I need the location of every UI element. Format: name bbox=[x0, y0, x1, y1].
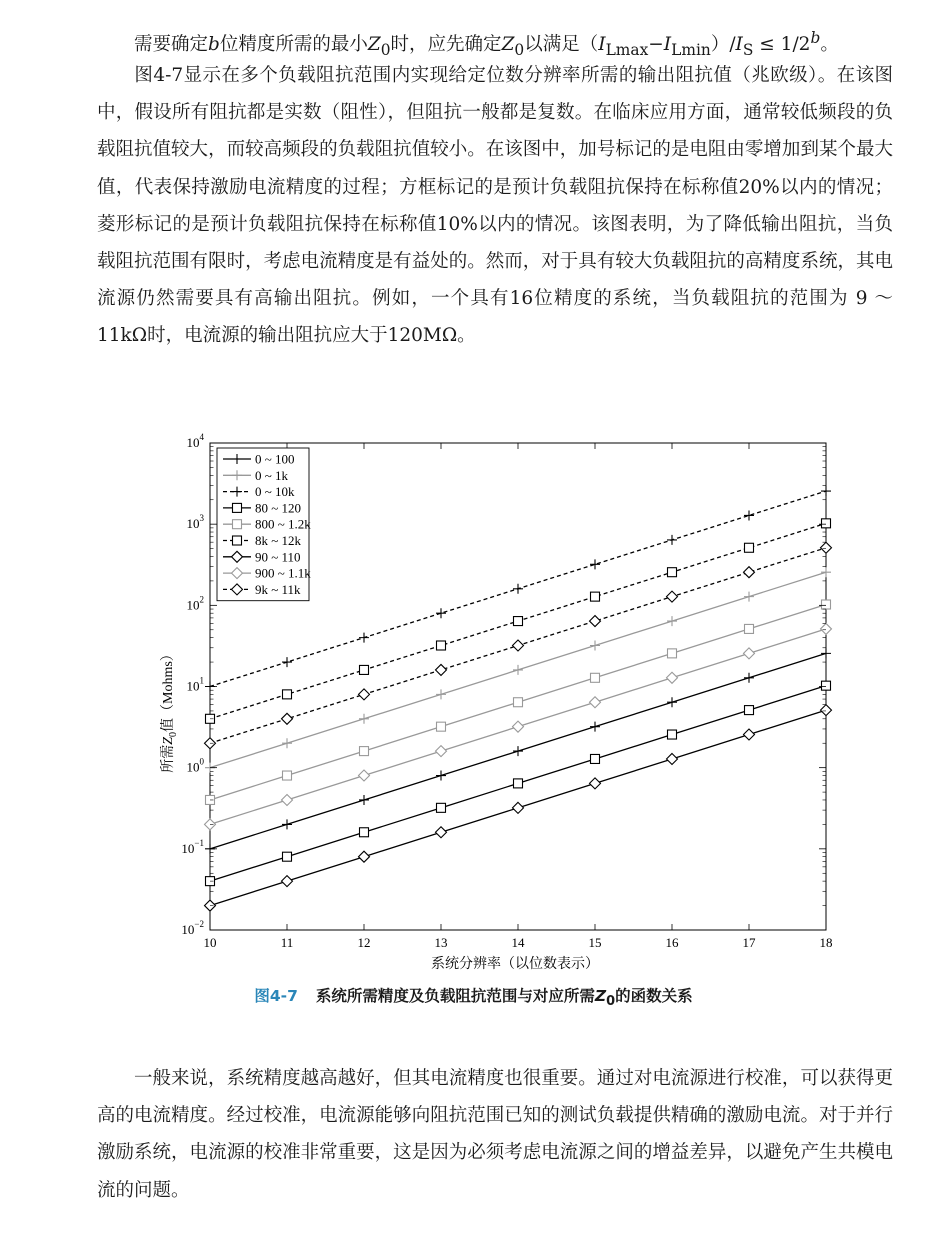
data-point bbox=[668, 730, 677, 739]
x-tick-label: 14 bbox=[511, 935, 525, 950]
p1-var-i2: I bbox=[663, 34, 672, 56]
log-line-chart bbox=[150, 428, 840, 978]
figure-4-7 bbox=[150, 428, 840, 978]
data-point bbox=[744, 648, 755, 659]
series-6 bbox=[205, 705, 832, 911]
caption-number: 图4-7 bbox=[254, 987, 298, 1005]
data-point bbox=[436, 771, 446, 781]
caption-text-a: 系统所需精度及负载阻抗范围与对应所需 bbox=[315, 987, 595, 1005]
y-tick-exp: 4 bbox=[199, 432, 204, 442]
p1-sub-0b: 0 bbox=[514, 40, 525, 59]
data-point bbox=[282, 713, 293, 724]
p1-sub-s: S bbox=[742, 40, 754, 59]
p3-text: 一般来说，系统精度越高越好，但其电流精度也很重要。通过对电流源进行校准，可以获得更高的电流精度。经过校准，电流源能够向阻抗范围已知的测试负载提供精确的激励电流。对于并行激励系统，电流源的校准非常重要，这是因为必须考虑电流源之间的增益差异，以避免产生共模电流的问题。 bbox=[97, 1068, 893, 1201]
data-point bbox=[513, 802, 524, 813]
data-point bbox=[590, 778, 601, 789]
data-point bbox=[282, 876, 293, 887]
data-point bbox=[359, 633, 369, 643]
y-axis-label-sub: 0 bbox=[168, 732, 179, 737]
x-tick-label: 18 bbox=[819, 935, 833, 950]
x-tick-label: 17 bbox=[742, 935, 756, 950]
data-point bbox=[744, 567, 755, 578]
caption-var-z: Z bbox=[594, 987, 607, 1005]
y-tick-base: 10 bbox=[186, 516, 200, 532]
y-tick-label bbox=[187, 757, 205, 775]
paragraph-3 bbox=[97, 1060, 893, 1209]
data-point bbox=[437, 641, 446, 650]
p1-text-o: ）/ bbox=[710, 34, 736, 56]
x-tick-label: 13 bbox=[434, 935, 448, 950]
legend-label: 800 ~ 1.2k bbox=[255, 516, 311, 532]
p1-text-t: 。 bbox=[820, 34, 839, 56]
data-point bbox=[282, 657, 292, 667]
p1-text-f: 时，应先确定 bbox=[390, 34, 502, 56]
data-point bbox=[436, 827, 447, 838]
p1-minus: − bbox=[648, 34, 664, 56]
data-point bbox=[667, 591, 678, 602]
p1-var-z2: Z bbox=[501, 34, 515, 56]
data-point bbox=[667, 697, 677, 707]
figure-caption bbox=[0, 984, 947, 1009]
data-point bbox=[745, 706, 754, 715]
data-point bbox=[667, 753, 678, 764]
x-tick-label: 12 bbox=[357, 935, 371, 950]
y-axis-label-z: Z bbox=[161, 737, 176, 745]
data-point bbox=[436, 608, 446, 618]
legend-label: 8k ~ 12k bbox=[255, 533, 302, 548]
legend-label: 9k ~ 11k bbox=[255, 581, 301, 597]
data-point bbox=[667, 616, 677, 626]
data-point bbox=[283, 852, 292, 861]
data-point bbox=[744, 673, 754, 683]
p1-sup-b: b bbox=[810, 29, 821, 47]
data-point bbox=[821, 705, 832, 716]
data-point bbox=[436, 664, 447, 675]
data-point bbox=[360, 665, 369, 674]
data-point bbox=[821, 648, 831, 658]
data-point bbox=[591, 754, 600, 763]
data-point bbox=[437, 722, 446, 731]
legend-marker bbox=[233, 520, 242, 529]
data-point bbox=[590, 722, 600, 732]
data-point bbox=[436, 746, 447, 757]
p1-text-a: 需要确定 bbox=[134, 34, 209, 56]
legend-label: 0 ~ 1k bbox=[255, 467, 289, 483]
p1-sub-0: 0 bbox=[380, 40, 391, 59]
p1-var-b: b bbox=[208, 34, 220, 56]
data-point bbox=[744, 592, 754, 602]
legend-label: 80 ~ 120 bbox=[255, 500, 302, 516]
data-point bbox=[282, 819, 292, 829]
data-point bbox=[436, 689, 446, 699]
data-point bbox=[591, 592, 600, 601]
data-point bbox=[359, 851, 370, 862]
y-axis-label-b: 值（Mohms） bbox=[161, 647, 176, 732]
y-tick-exp: 3 bbox=[199, 513, 204, 524]
legend-marker bbox=[233, 536, 242, 545]
caption-sub-0: 0 bbox=[606, 994, 616, 1010]
data-point bbox=[513, 746, 523, 756]
data-point bbox=[360, 747, 369, 756]
data-point bbox=[283, 771, 292, 780]
y-tick-label bbox=[187, 513, 205, 531]
series-0 bbox=[205, 648, 831, 853]
legend bbox=[217, 448, 311, 601]
data-point bbox=[513, 584, 523, 594]
data-point bbox=[744, 510, 754, 520]
p1-var-z: Z bbox=[367, 34, 381, 56]
y-tick-base: 10 bbox=[186, 678, 200, 694]
data-point bbox=[591, 673, 600, 682]
caption-text-b: 的函数关系 bbox=[615, 987, 693, 1005]
data-point bbox=[282, 738, 292, 748]
legend-marker bbox=[233, 503, 242, 512]
data-point bbox=[282, 794, 293, 805]
data-point bbox=[513, 721, 524, 732]
data-point bbox=[359, 714, 369, 724]
x-tick-label: 16 bbox=[665, 935, 679, 950]
series-3 bbox=[206, 681, 831, 885]
data-point bbox=[590, 697, 601, 708]
p1-var-is: I bbox=[735, 34, 743, 56]
p1-sub-lmin: Lmin bbox=[671, 40, 711, 59]
y-axis-label-a: 所需 bbox=[161, 744, 176, 773]
y-tick-base: 10 bbox=[181, 922, 195, 937]
data-point bbox=[822, 519, 831, 528]
data-point bbox=[514, 698, 523, 707]
y-tick-label bbox=[187, 594, 205, 612]
data-point bbox=[359, 689, 370, 700]
legend-label: 90 ~ 110 bbox=[255, 549, 301, 565]
data-point bbox=[283, 690, 292, 699]
data-point bbox=[514, 779, 523, 788]
y-tick-exp: 2 bbox=[199, 594, 204, 605]
series-7 bbox=[205, 623, 832, 829]
data-point bbox=[668, 649, 677, 658]
data-point bbox=[359, 770, 370, 781]
data-point bbox=[590, 559, 600, 569]
x-tick-label: 10 bbox=[203, 935, 217, 950]
y-tick-exp: 0 bbox=[199, 756, 204, 767]
data-point bbox=[821, 623, 832, 634]
data-point bbox=[590, 616, 601, 627]
data-point bbox=[360, 828, 369, 837]
y-tick-base: 10 bbox=[186, 435, 200, 450]
data-point bbox=[744, 729, 755, 740]
p2-text: 图4-7显示在多个负载阻抗范围内实现给定位数分辨率所需的输出阻抗值（兆欧级）。在该图中，假设所有阻抗都是实数（阻性），但阻抗一般都是复数。在临床应用方面，通常较低频段的负载阻抗值较大，而较高频段的负载阻抗值较小。在该图中，加号标记的是电阻由零增加到某个最大值，代表保持激励电流精度的过程；方框标记的是预计负载阻抗保持在标称值20%以内的情况；菱形标记的是预计负载阻抗保持在标称值10%以内的情况。该图表明，为了降低输出阻抗，当负载阻抗范围有限时，考虑电流精度是有益处的。然而，对于具有较大负载阻抗的高精度系统，其电流源仍然需要具有高输出阻抗。例如，一个具有16位精度的系统，当负载阻抗的范围为 9 ～ 11kΩ时，电流源的输出阻抗应大于120MΩ。 bbox=[97, 65, 893, 347]
data-point bbox=[513, 640, 524, 651]
y-tick-exp: 1 bbox=[199, 675, 204, 686]
y-tick-base: 10 bbox=[181, 840, 195, 856]
x-tick-label: 15 bbox=[588, 935, 602, 950]
data-point bbox=[667, 535, 677, 545]
data-point bbox=[821, 567, 831, 577]
x-tick-label: 11 bbox=[280, 935, 294, 950]
data-point bbox=[437, 803, 446, 812]
p1-text-i: 以满足（ bbox=[524, 34, 599, 56]
p1-sub-lmax: Lmax bbox=[605, 40, 649, 59]
y-tick-base: 10 bbox=[186, 597, 200, 613]
data-point bbox=[514, 617, 523, 626]
p1-text-r: ≤ 1/2 bbox=[753, 34, 811, 56]
series-4 bbox=[206, 600, 831, 804]
y-tick-label bbox=[187, 432, 205, 450]
data-point bbox=[359, 795, 369, 805]
legend-label: 900 ~ 1.1k bbox=[255, 565, 311, 581]
data-point bbox=[745, 543, 754, 552]
data-point bbox=[822, 600, 831, 609]
y-tick-label bbox=[187, 676, 205, 694]
p1-text-c: 位精度所需的最小 bbox=[219, 34, 368, 56]
data-point bbox=[745, 624, 754, 633]
paragraph-2 bbox=[97, 57, 893, 355]
data-point bbox=[590, 640, 600, 650]
y-axis-label bbox=[159, 647, 179, 773]
legend-label: 0 ~ 100 bbox=[255, 451, 295, 467]
data-point bbox=[821, 542, 832, 553]
data-point bbox=[822, 681, 831, 690]
legend-label: 0 ~ 10k bbox=[255, 484, 295, 500]
y-tick-label bbox=[181, 838, 204, 856]
data-point bbox=[513, 665, 523, 675]
data-point bbox=[821, 486, 831, 496]
x-axis-label: 系统分辨率（以位数表示） bbox=[431, 957, 599, 972]
data-point bbox=[667, 672, 678, 683]
data-point bbox=[668, 568, 677, 577]
y-tick-exp: −1 bbox=[194, 837, 204, 848]
y-tick-exp: −2 bbox=[194, 919, 204, 929]
y-tick-base: 10 bbox=[186, 759, 200, 775]
p1-var-i: I bbox=[598, 34, 606, 56]
y-tick-label bbox=[181, 919, 204, 937]
